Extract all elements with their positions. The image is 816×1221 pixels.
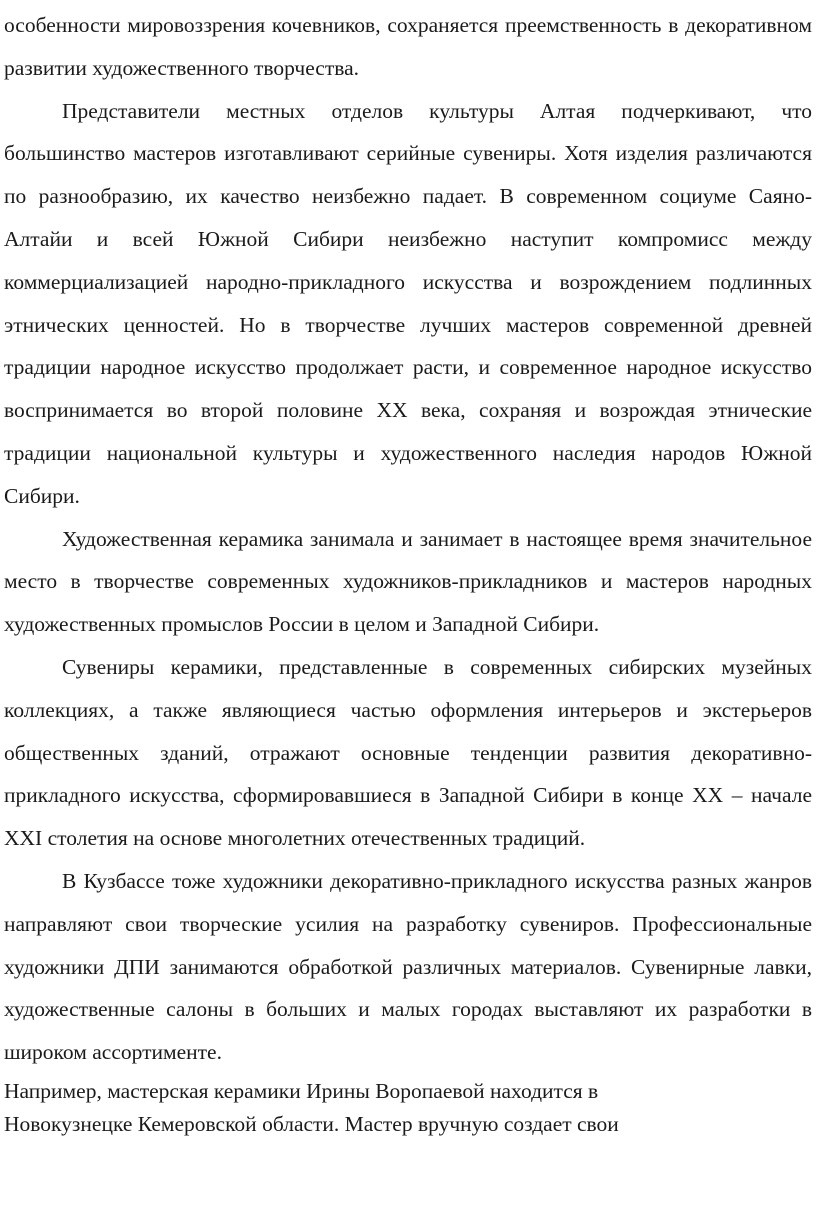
paragraph-ceramics: Художественная керамика занимала и занимает в настоящее время значительное место в творчестве современных художников-прикладников и мастеров народных художественных промыслов России в целом и Западной Сибири.: [4, 526, 812, 637]
paragraph-souvenirs: Сувениры керамики, представленные в современных сибирских музейных коллекциях, а также являющиеся частью оформления интерьеров и экстерьеров общественных зданий, отражают основные тенденции развития декоративно-прикладного искусства, сформировавшиеся в Западной Сибири в конце XX – начале XXI столетия на основе многолетних отечественных традиций.: [4, 654, 812, 851]
closing-line-1: Например, мастерская керамики Ирины Воропаевой находится в: [4, 1078, 599, 1103]
paragraph-continuation: особенности мировоззрения кочевников, сохраняется преемственность в декоративном развитии художественного творчества.: [4, 13, 812, 80]
document-body: [4, 4, 812, 1140]
closing-line-2: Новокузнецке Кемеровской области. Мастер вручную создает свои: [4, 1111, 619, 1136]
paragraph-altai-culture: Представители местных отделов культуры Алтая подчеркивают, что большинство мастеров изготавливают серийные сувениры. Хотя изделия различаются по разнообразию, их качество неизбежно падает. В современном социуме Саяно-Алтайи и всей Южной Сибири неизбежно наступит компромисс между коммерциализацией народно-прикладного искусства и возрождением подлинных этнических ценностей. Но в творчестве лучших мастеров современной древней традиции народное искусство продолжает расти, и современное народное искусство воспринимается во второй половине XX века, сохраняя и возрождая этнические традиции национальной культуры и художественного наследия народов Южной Сибири.: [4, 98, 812, 508]
paragraph-kuzbass: В Кузбассе тоже художники декоративно-прикладного искусства разных жанров направляют свои творческие усилия на разработку сувениров. Профессиональные художники ДПИ занимаются обработкой различных материалов. Сувенирные лавки, художественные салоны в больших и малых городах выставляют их разработки в широком ассортименте.: [4, 868, 812, 1065]
